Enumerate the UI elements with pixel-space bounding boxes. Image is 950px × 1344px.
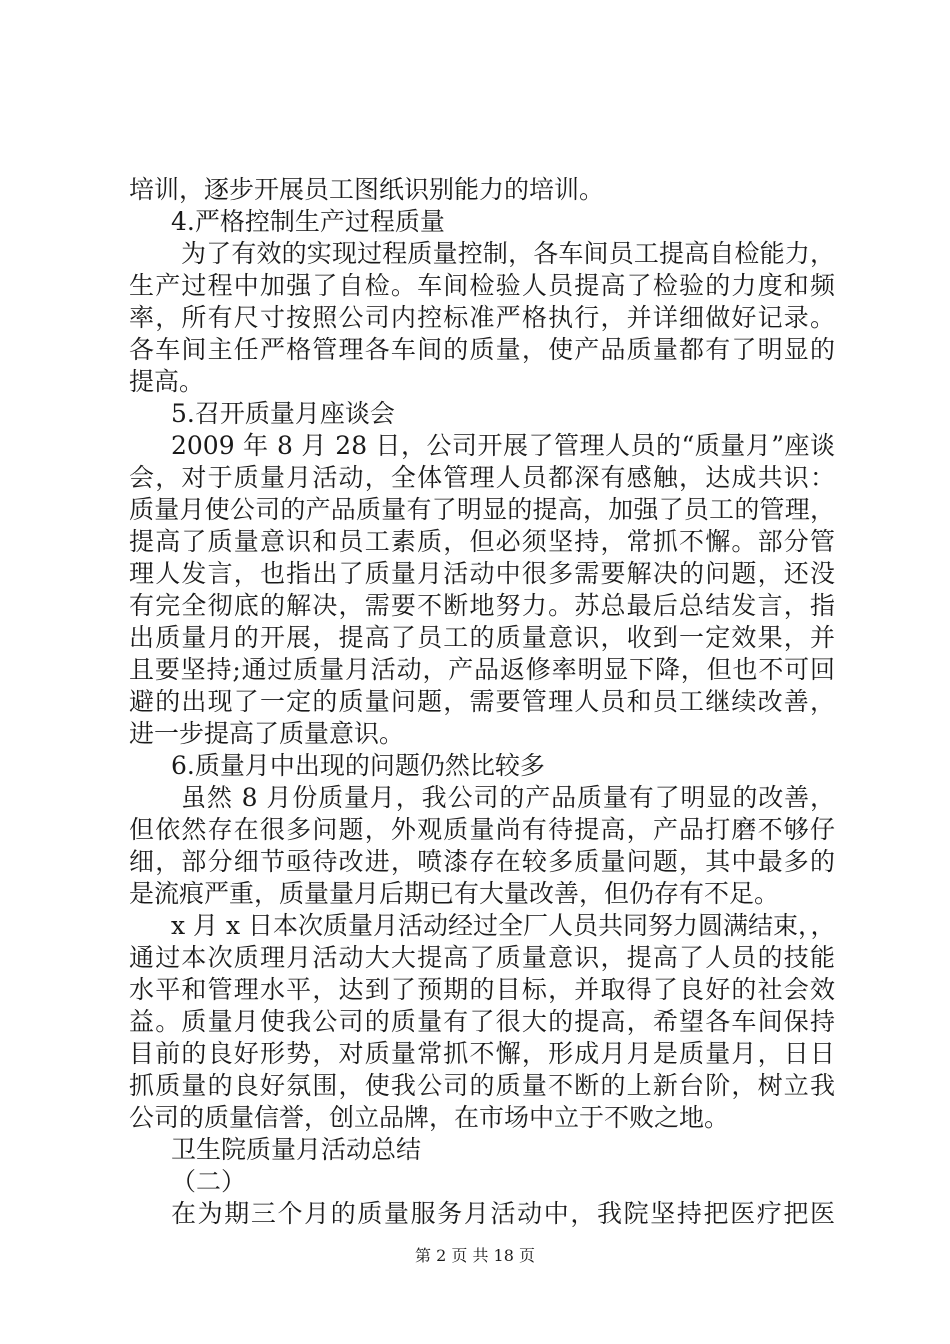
- text-line: 2009 年 8 月 28 日，公司开展了管理人员的“质量月”座谈: [171, 431, 835, 460]
- text-line: 是流痕严重，质量量月后期已有大量改善，但仍存有不足。: [129, 879, 780, 908]
- text-line: 且要坚持;通过质量月活动，产品返修率明显下降，但也不可回: [129, 655, 835, 684]
- text-line: 卫生院质量月活动总结: [171, 1135, 422, 1164]
- text-line: 益。质量月使我公司的质量有了很大的提高，希望各车间保持: [129, 1007, 835, 1036]
- text-line: 在为期三个月的质量服务月活动中，我院坚持把医疗把医: [171, 1199, 835, 1228]
- text-line: 抓质量的良好氛围，使我公司的质量不断的上新台阶，树立我: [129, 1071, 835, 1100]
- text-line: 出质量月的开展，提高了员工的质量意识，收到一定效果，并: [129, 623, 835, 652]
- text-line: 理人发言，也指出了质量月活动中很多需要解决的问题，还没: [129, 559, 835, 588]
- text-line: 虽然 8 月份质量月，我公司的产品质量有了明显的改善，: [181, 783, 835, 812]
- text-line: 目前的良好形势，对质量常抓不懈，形成月月是质量月，日日: [129, 1039, 835, 1068]
- text-line: 避的出现了一定的质量问题，需要管理人员和员工继续改善，: [129, 687, 835, 716]
- text-line: （二）: [171, 1167, 247, 1196]
- text-line: 水平和管理水平，达到了预期的目标，并取得了良好的社会效: [129, 975, 835, 1004]
- document-body: [129, 174, 835, 1230]
- text-line: 有完全彻底的解决，需要不断地努力。苏总最后总结发言，指: [129, 591, 835, 620]
- text-line: 但依然存在很多问题，外观质量尚有待提高，产品打磨不够仔: [129, 815, 835, 844]
- page-footer: 第 2 页 共 18 页: [415, 1246, 535, 1265]
- text-line: 进一步提高了质量意识。: [129, 719, 405, 748]
- text-line: 4.严格控制生产过程质量: [171, 207, 445, 236]
- text-line: 通过本次质理月活动大大提高了质量意识，提高了人员的技能: [129, 943, 835, 972]
- text-line: 提高。: [129, 367, 205, 396]
- text-line: 为了有效的实现过程质量控制，各车间员工提高自检能力，: [181, 239, 835, 268]
- text-line: 培训，逐步开展员工图纸识别能力的培训。: [129, 175, 605, 204]
- text-line: 生产过程中加强了自检。车间检验人员提高了检验的力度和频: [129, 271, 835, 300]
- text-line: x 月 x 日本次质量月活动经过全厂人员共同努力圆满结束，，: [171, 911, 836, 940]
- text-line: 细，部分细节亟待改进，喷漆存在较多质量问题，其中最多的: [129, 847, 835, 876]
- text-line: 会，对于质量月活动，全体管理人员都深有感触，达成共识：: [129, 463, 835, 492]
- text-line: 6.质量月中出现的问题仍然比较多: [171, 751, 545, 780]
- text-line: 各车间主任严格管理各车间的质量，使产品质量都有了明显的: [129, 335, 835, 364]
- text-line: 率，所有尺寸按照公司内控标准严格执行，并详细做好记录。: [129, 303, 835, 332]
- text-line: 提高了质量意识和员工素质，但必须坚持，常抓不懈。部分管: [129, 527, 835, 556]
- text-line: 5.召开质量月座谈会: [171, 399, 395, 428]
- text-line: 公司的质量信誉，创立品牌，在市场中立于不败之地。: [129, 1103, 730, 1132]
- text-line: 质量月使公司的产品质量有了明显的提高，加强了员工的管理，: [129, 495, 835, 524]
